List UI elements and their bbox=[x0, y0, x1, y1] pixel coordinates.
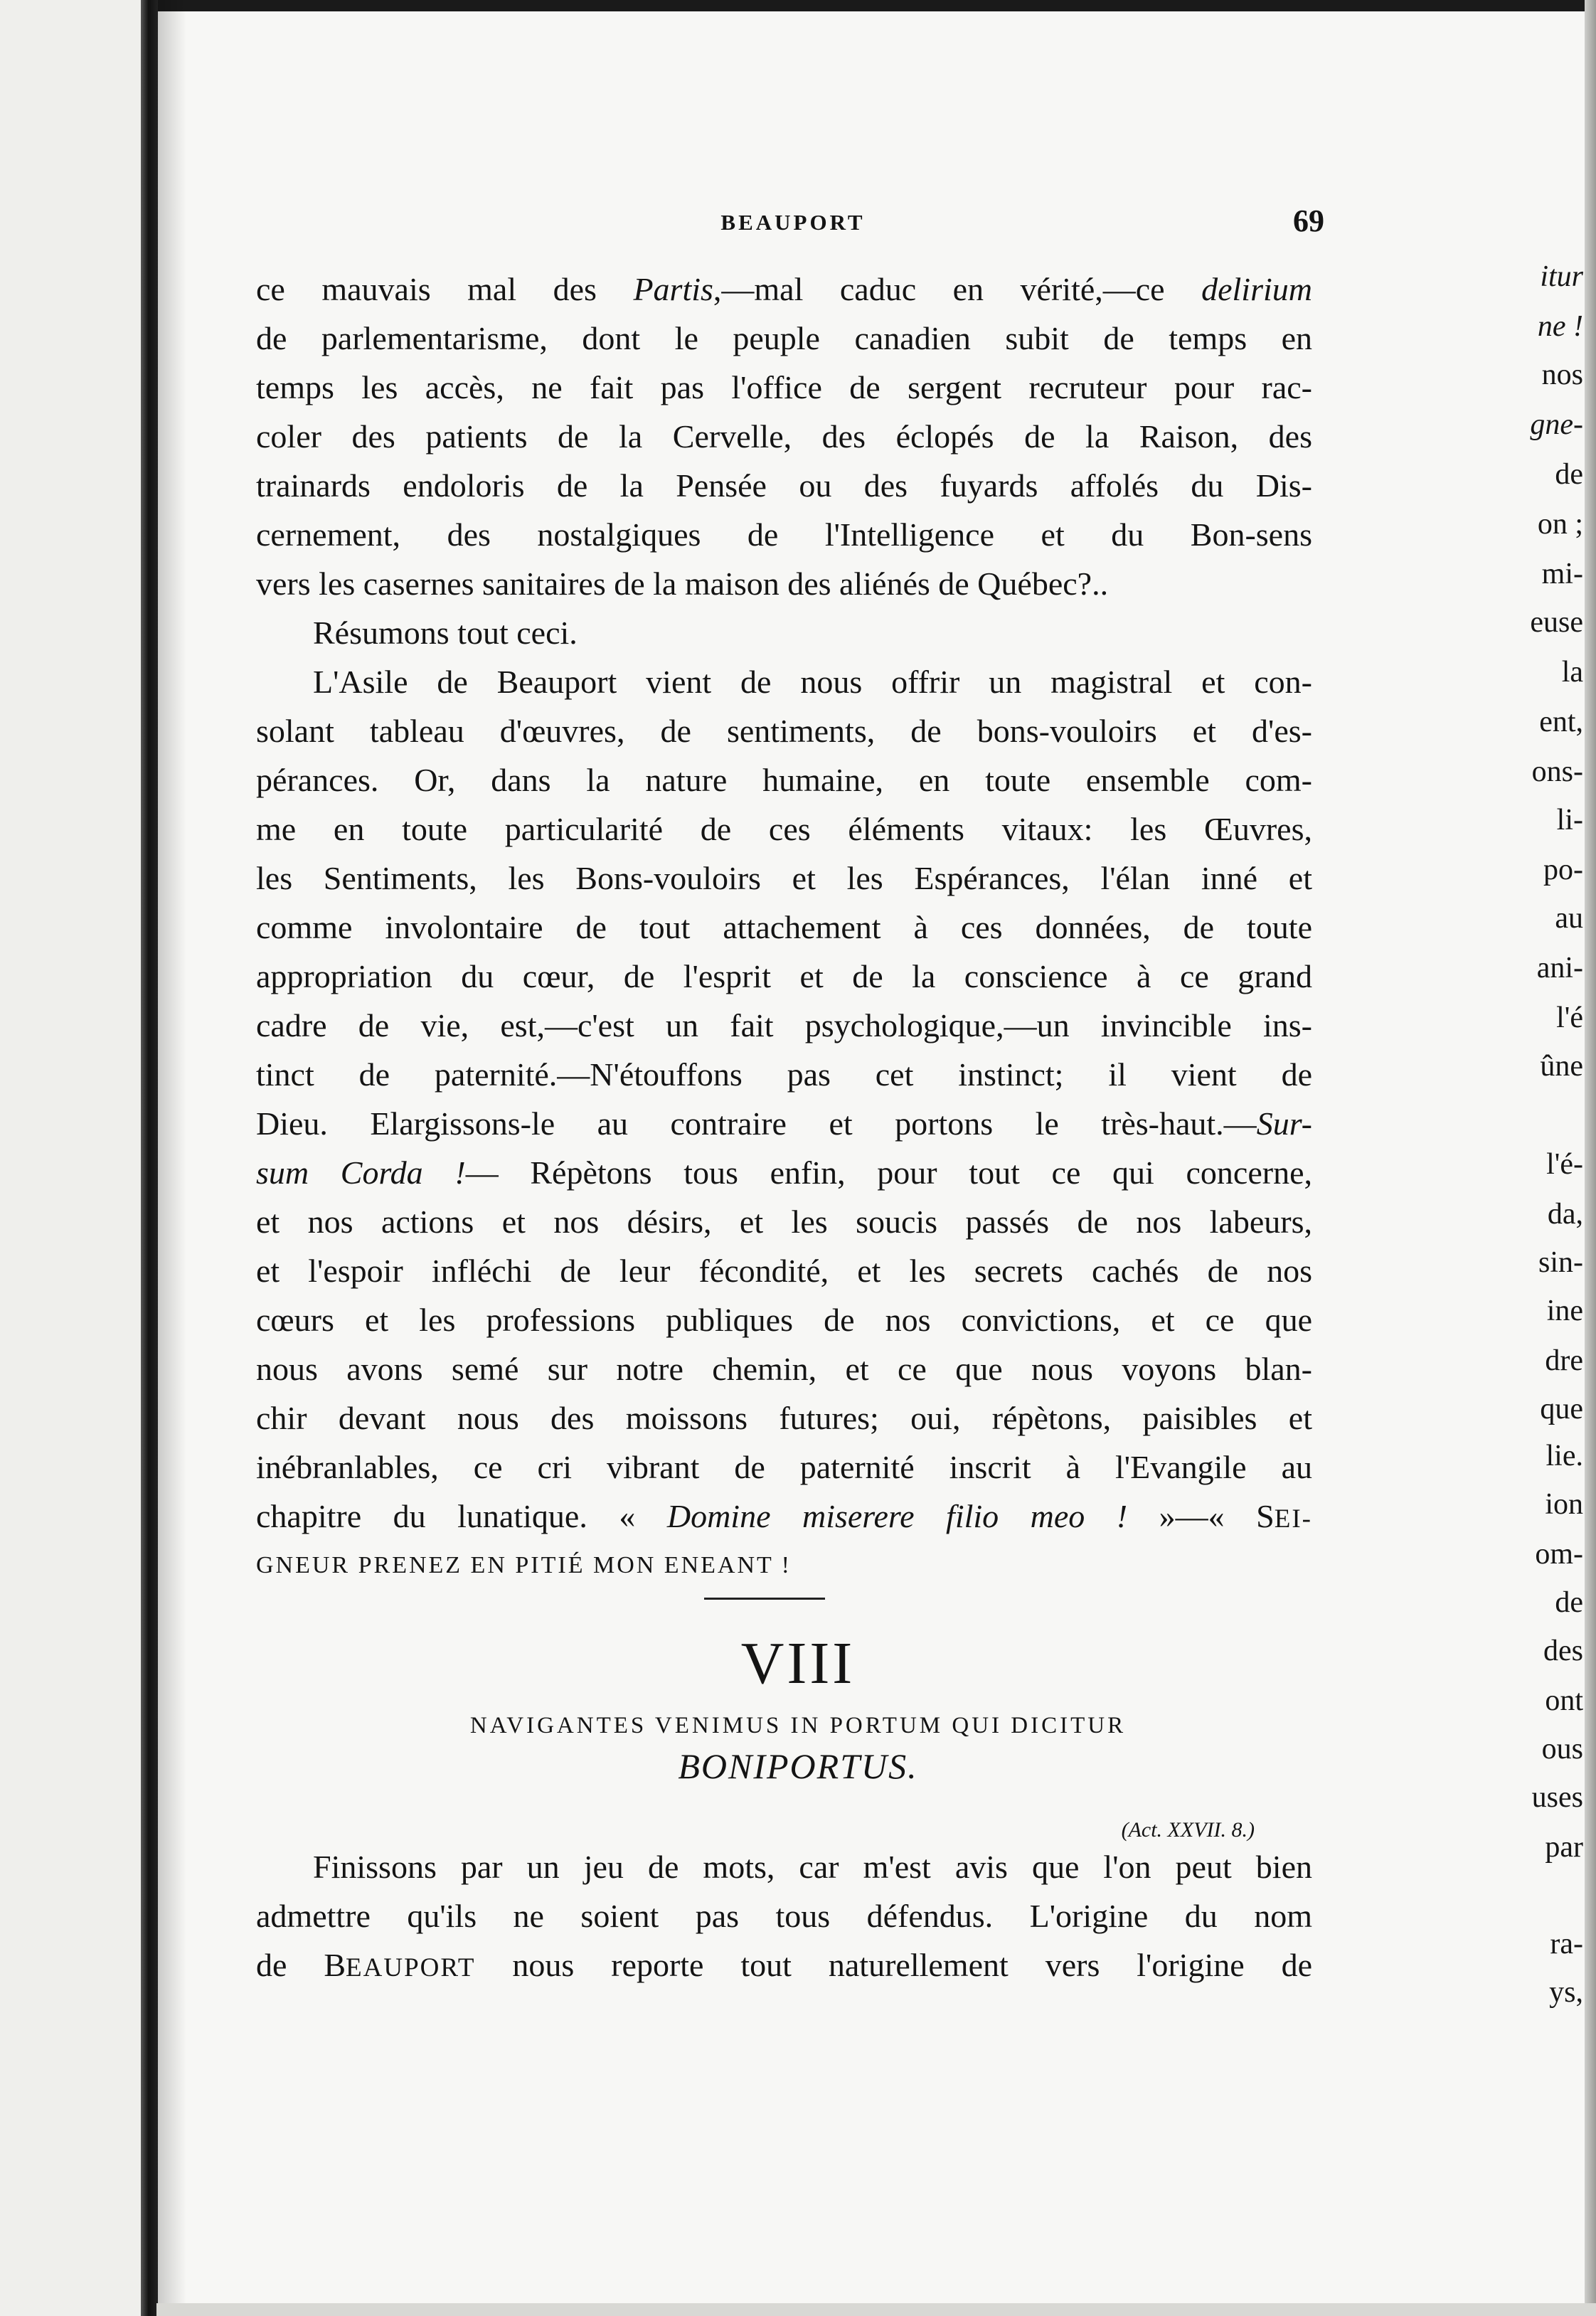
italic-word: sum Corda ! bbox=[256, 1154, 466, 1191]
text-line: me en toute particularité de ces éléments vitaux: les Œuvres, bbox=[256, 811, 1312, 847]
left-fragment: ous bbox=[1541, 1733, 1583, 1765]
left-fragment: gne- bbox=[1530, 408, 1583, 441]
left-fragment: mi- bbox=[1541, 558, 1583, 590]
section-subtitle: BONIPORTUS. bbox=[678, 1746, 918, 1786]
italic-word: delirium bbox=[1201, 271, 1312, 307]
text-span: nous reporte tout naturellement vers l'origine de bbox=[475, 1947, 1312, 1983]
text-line: appropriation du cœur, de l'esprit et de la conscience à ce grand bbox=[256, 958, 1312, 994]
body-text bbox=[256, 265, 1312, 1590]
text-line: L'Asile de Beauport vient de nous offrir un magistral et con- bbox=[313, 664, 1312, 700]
text-line: Résumons tout ceci. bbox=[313, 615, 578, 651]
left-fragment: ne ! bbox=[1537, 310, 1583, 343]
text-line bbox=[256, 1148, 1312, 1197]
text-span: chapitre du lunatique. « bbox=[256, 1498, 667, 1534]
left-fragment: par bbox=[1545, 1831, 1583, 1864]
left-fragment: om- bbox=[1535, 1538, 1583, 1571]
text-line: et l'espoir infléchi de leur fécondité, et les secrets cachés de nos bbox=[256, 1253, 1312, 1289]
left-fragment: des bbox=[1543, 1635, 1583, 1667]
left-fragment: dre bbox=[1545, 1344, 1583, 1377]
text-line: solant tableau d'œuvres, de sentiments, de bons-vouloirs et d'es- bbox=[256, 713, 1312, 749]
left-fragment: ine bbox=[1546, 1295, 1583, 1327]
page-header bbox=[270, 203, 1324, 253]
text-span: de bbox=[256, 1947, 324, 1983]
text-line: chir devant nous des moissons futures; oui, répètons, paisibles et bbox=[256, 1400, 1312, 1436]
page-bottom-edge bbox=[156, 2303, 1596, 2316]
left-fragment: ani- bbox=[1536, 952, 1583, 984]
left-fragment: au bbox=[1555, 902, 1583, 935]
left-fragment: lie. bbox=[1546, 1440, 1583, 1472]
book-gutter bbox=[141, 0, 158, 2316]
text-line: comme involontaire de tout attachement à ces données, de toute bbox=[256, 909, 1312, 945]
text-line: cadre de vie, est,—c'est un fait psychologique,—un invincible ins- bbox=[256, 1007, 1312, 1043]
italic-word: Partis bbox=[633, 271, 713, 307]
left-fragment: ion bbox=[1545, 1488, 1583, 1521]
text-line: et nos actions et nos désirs, et les soucis passés de nos labeurs, bbox=[256, 1204, 1312, 1240]
text-line: GNEUR PRENEZ EN PITIÉ MON ENEANT ! bbox=[256, 1552, 792, 1578]
left-fragment: que bbox=[1540, 1393, 1583, 1425]
scan-top-border bbox=[0, 0, 1596, 11]
left-page-fragment-column bbox=[0, 0, 148, 2316]
left-fragment: ys, bbox=[1549, 1976, 1583, 2009]
left-fragment: l'é bbox=[1556, 1002, 1583, 1034]
section-title: NAVIGANTES VENIMUS IN PORTUM QUI DICITUR bbox=[469, 1713, 1127, 1738]
left-fragment: de bbox=[1555, 458, 1583, 491]
left-fragment: ûne bbox=[1540, 1050, 1583, 1083]
left-fragment: uses bbox=[1531, 1781, 1583, 1814]
scripture-reference: (Act. XXVII. 8.) bbox=[1121, 1818, 1255, 1842]
text-span: ce mauvais mal des bbox=[256, 271, 634, 307]
italic-phrase: Domine miserere filio meo ! bbox=[666, 1498, 1128, 1534]
paragraph-1 bbox=[256, 265, 1312, 608]
text-line: temps les accès, ne fait pas l'office de sergent recruteur pour rac- bbox=[256, 369, 1312, 405]
left-fragment: nos bbox=[1541, 358, 1583, 391]
text-line: Finissons par un jeu de mots, car m'est avis que l'on peut bien bbox=[313, 1849, 1312, 1885]
left-fragment: ont bbox=[1545, 1684, 1583, 1717]
text-line: cœurs et les professions publiques de nos convictions, et ce que bbox=[256, 1302, 1312, 1338]
text-span: ,—mal caduc en vérité,—ce bbox=[713, 271, 1202, 307]
text-line: cernement, des nostalgiques de l'Intelligence et du Bon-sens bbox=[256, 516, 1312, 553]
left-fragment: ent, bbox=[1539, 706, 1583, 738]
left-fragment: euse bbox=[1530, 606, 1583, 639]
paragraph-3 bbox=[256, 657, 1312, 1590]
italic-word: Sur- bbox=[1256, 1105, 1312, 1142]
text-line: tinct de paternité.—N'étouffons pas cet instinct; il vient de bbox=[256, 1056, 1312, 1093]
left-fragment: de bbox=[1555, 1586, 1583, 1619]
text-line: trainards endoloris de la Pensée ou des fuyards affolés du Dis- bbox=[256, 467, 1312, 504]
left-fragment: on ; bbox=[1537, 508, 1583, 541]
left-fragment: po- bbox=[1543, 854, 1583, 886]
text-span: B bbox=[324, 1947, 346, 1983]
text-span: »—« S bbox=[1127, 1498, 1275, 1534]
text-line bbox=[256, 1940, 1312, 1990]
text-line: inébranlables, ce cri vibrant de paternité inscrit à l'Evangile au bbox=[256, 1449, 1312, 1485]
left-fragment: da, bbox=[1547, 1198, 1583, 1231]
text-line bbox=[256, 1492, 1312, 1541]
text-line: vers les casernes sanitaires de la maison des aliénés de Québec?.. bbox=[256, 565, 1109, 602]
text-line bbox=[256, 1099, 1312, 1148]
left-fragment: li- bbox=[1556, 804, 1583, 836]
left-fragment: ons- bbox=[1531, 755, 1583, 788]
paragraph-4 bbox=[256, 1842, 1312, 1990]
text-line: nous avons semé sur notre chemin, et ce que nous voyons blan- bbox=[256, 1351, 1312, 1387]
running-head: BEAUPORT bbox=[720, 210, 866, 235]
text-line: coler des patients de la Cervelle, des éclopés de la Raison, des bbox=[256, 418, 1312, 455]
text-span: — Répètons tous enfin, pour tout ce qui concerne, bbox=[465, 1154, 1312, 1191]
page-number: 69 bbox=[1293, 203, 1324, 238]
text-line: de parlementarisme, dont le peuple canadien subit de temps en bbox=[256, 320, 1312, 356]
section-number: VIII bbox=[740, 1630, 856, 1696]
section-divider-rule bbox=[704, 1598, 825, 1600]
text-span: Dieu. Elargissons-le au contraire et portons le très-haut.— bbox=[256, 1105, 1257, 1142]
page-right-edge bbox=[1585, 0, 1596, 2316]
text-line bbox=[256, 265, 1312, 314]
text-line: les Sentiments, les Bons-vouloirs et les Espérances, l'élan inné et bbox=[256, 860, 1312, 896]
left-fragment: ra- bbox=[1550, 1928, 1583, 1960]
text-line: pérances. Or, dans la nature humaine, en toute ensemble com- bbox=[256, 762, 1312, 798]
left-fragment: sin- bbox=[1538, 1246, 1583, 1279]
gutter-shadow bbox=[158, 0, 186, 2316]
small-caps-span: EAUPORT bbox=[346, 1953, 476, 1982]
text-line: admettre qu'ils ne soient pas tous défendus. L'origine du nom bbox=[256, 1898, 1312, 1934]
small-caps-span: EI- bbox=[1274, 1504, 1312, 1534]
left-fragment: l'é- bbox=[1546, 1148, 1583, 1181]
left-fragment: itur bbox=[1540, 260, 1583, 293]
left-fragment: la bbox=[1561, 656, 1583, 689]
paragraph-2 bbox=[256, 608, 1312, 657]
